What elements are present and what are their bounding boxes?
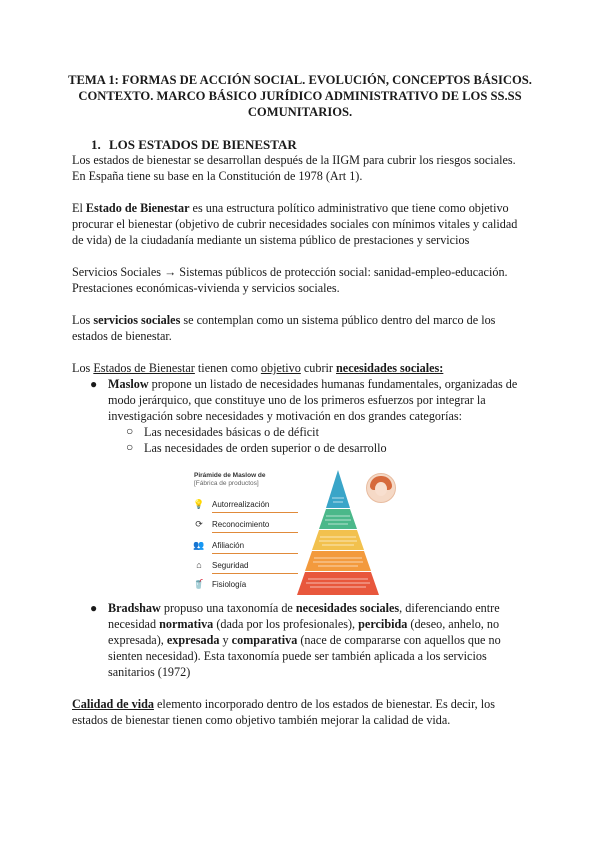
paragraph-line: estados de bienestar tienen como objetivo también mejorar la calidad de vida.	[72, 713, 451, 727]
home-icon: ⌂	[196, 560, 202, 570]
title-line-3: COMUNITARIOS.	[247, 105, 353, 119]
bold-term: Estado de Bienestar	[85, 201, 190, 215]
maslow-pyramid-figure	[188, 468, 408, 608]
paragraph-line: expresada), expresada y comparativa (nace de compararse con aquellos que no	[108, 633, 501, 647]
pyramid-level-reconocimiento	[319, 509, 357, 529]
pyramid-level-seguridad	[305, 551, 371, 571]
document-title	[60, 72, 540, 120]
paragraph-line: Los Estados de Bienestar tienen como objetivo cubrir necesidades sociales:	[72, 361, 444, 375]
bold-underlined-term: Calidad de vida	[72, 697, 154, 711]
section-heading	[91, 137, 297, 153]
sub-bullet-marker: ○	[126, 424, 134, 438]
lightbulb-icon: 💡	[193, 499, 205, 509]
list-item-maslow	[108, 376, 528, 424]
paragraph-sistema-publico	[72, 312, 528, 344]
paragraph-line: Servicios Sociales → Sistemas públicos de protección social: sanidad-empleo-educación.	[72, 265, 508, 279]
pyramid-label: Fisiología	[212, 580, 247, 589]
paragraph-line: de vida) de la ciudadanía mediante un sistema público de prestaciones y servicios	[72, 233, 470, 247]
pyramid-label: Seguridad	[212, 561, 249, 570]
title-line-1: TEMA 1: FORMAS DE ACCIÓN SOCIAL. EVOLUCIÓN, CONCEPTOS BÁSICOS.	[68, 73, 532, 87]
paragraph-line: Calidad de vida elemento incorporado dentro de los estados de bienestar. Es decir, los	[72, 697, 495, 711]
paragraph-line: necesidad normativa (dada por los profesionales), percibida (deseo, anhelo, no	[108, 617, 500, 631]
sub-list-item: Las necesidades de orden superior o de desarrollo	[144, 441, 387, 455]
paragraph-calidad-vida	[72, 696, 528, 728]
bullet-marker: ●	[90, 601, 98, 615]
section-number: 1.	[91, 137, 101, 152]
paragraph-line: Prestaciones económicas-vivienda y servicios sociales.	[72, 281, 340, 295]
refresh-icon: ⟳	[195, 519, 203, 529]
paragraph-intro	[72, 152, 528, 184]
list-item-bradshaw	[108, 600, 528, 680]
paragraph-line: Los servicios sociales se contemplan como un sistema público dentro del marco de los	[72, 313, 496, 327]
sub-list-item: Las necesidades básicas o de déficit	[144, 425, 319, 439]
underlined-term: Estados de Bienestar	[93, 361, 195, 375]
paragraph-line: El Estado de Bienestar es una estructura político administrativo que tiene como objetivo	[72, 201, 509, 215]
bold-term: servicios sociales	[93, 313, 181, 327]
paragraph-line: sienten necesidad). Esta taxonomía puede ser también aplicada a los servicios	[108, 649, 487, 663]
underlined-term: objetivo	[260, 361, 301, 375]
pyramid-level-fisiologia	[297, 572, 379, 595]
bullet-marker: ●	[90, 377, 98, 391]
bold-term: Maslow	[108, 377, 149, 391]
paragraph-line: sanitarios (1972)	[108, 665, 191, 679]
pyramid-label: Afiliación	[212, 541, 245, 550]
avatar	[366, 473, 396, 503]
paragraph-line: modo jerárquico, que constituye uno de los primeros esfuerzos por integrar la	[108, 393, 486, 407]
sub-bullet-marker: ○	[126, 440, 134, 454]
pyramid-label: Reconocimiento	[212, 520, 270, 529]
pyramid-level-afiliacion	[312, 530, 364, 550]
figure-title: Pirámide de Maslow de [Fábrica de productos]	[194, 472, 266, 487]
bold-underlined-term: necesidades sociales:	[336, 361, 444, 375]
section-heading-text: LOS ESTADOS DE BIENESTAR	[109, 137, 297, 152]
title-line-2: CONTEXTO. MARCO BÁSICO JURÍDICO ADMINISTRATIVO DE LOS SS.SS	[78, 89, 522, 103]
paragraph-line: estados de bienestar.	[72, 329, 172, 343]
pyramid-label: Autorrealización	[212, 500, 270, 509]
people-icon: 👥	[193, 540, 205, 550]
paragraph-line: investigación sobre necesidades y motivación en dos grandes categorías:	[108, 409, 463, 423]
paragraph-line: Bradshaw propuso una taxonomía de necesidades sociales, diferenciando entre	[108, 601, 500, 615]
paragraph-line: procurar el bienestar (objetivo de cubrir necesidades sociales con mínimos vitales y calidad	[72, 217, 518, 231]
paragraph-servicios-sociales	[72, 264, 528, 296]
paragraph-line: Maslow propone un listado de necesidades humanas fundamentales, organizadas de	[108, 377, 518, 391]
drink-icon: 🥤	[193, 579, 205, 589]
paragraph-objetivo	[72, 360, 528, 376]
paragraph-line: Los estados de bienestar se desarrollan después de la IIGM para cubrir los riesgos sociales.	[72, 153, 516, 167]
paragraph-line: En España tiene su base en la Constitución de 1978 (Art 1).	[72, 169, 363, 183]
paragraph-estado-bienestar	[72, 200, 528, 248]
